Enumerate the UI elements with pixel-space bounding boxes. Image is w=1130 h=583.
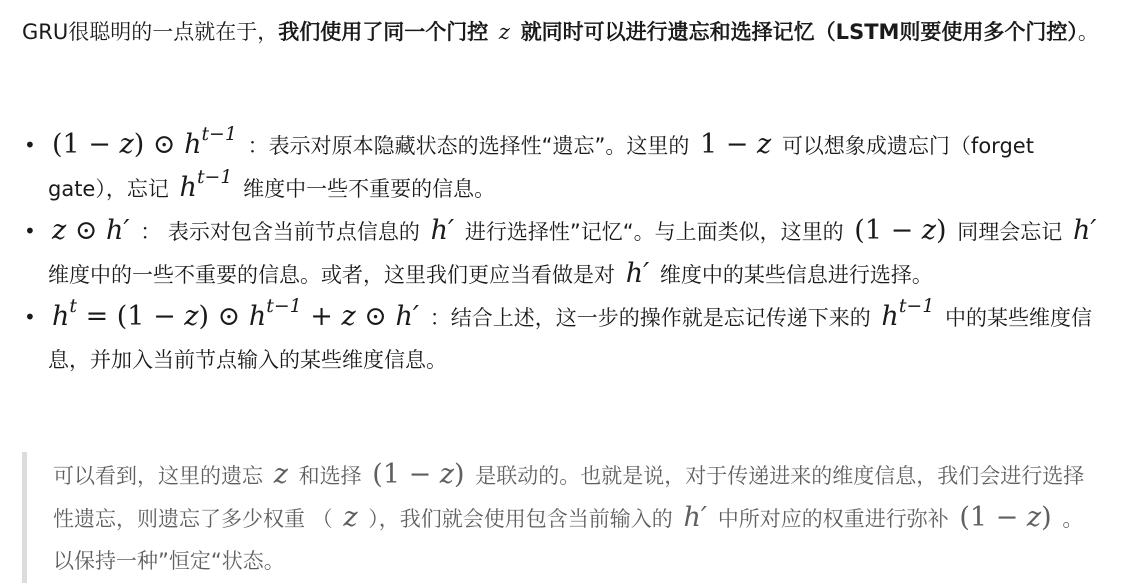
list-item: [22, 296, 1102, 381]
list-item: [22, 124, 1102, 210]
intro-end-punct: 。: [1077, 20, 1099, 44]
intro-plain-text: GRU很聪明的一点就在于，: [22, 20, 279, 44]
math-one-minus-z: 1 − z: [700, 129, 772, 160]
list-item: [22, 210, 1102, 296]
math-one-minus-z: (1 − z): [854, 215, 947, 246]
math-h-prime: h′: [683, 502, 708, 533]
math-h-prime: h′: [625, 258, 650, 289]
quote-text: 和选择: [298, 464, 362, 488]
quote-text: ），我们就会使用包含当前输入的: [368, 507, 673, 531]
bullet-text: 维度中一些不重要的信息。: [243, 177, 496, 201]
quote-text: 是联动的。也就是说，对于传递进来的维度信息，我们会进行选择性遗忘，则遗忘了多少权重 （: [53, 464, 1085, 531]
math-h-prev: $h^{t-1}$: [881, 294, 935, 332]
quote-text: 中所对应的权重进行弥补: [717, 507, 949, 531]
math-h-prev: $h^{t-1}$: [179, 165, 233, 203]
math-select-term: z ⊙ h′: [52, 215, 130, 246]
math-forget-term: (1 − z) ⊙ $h^{t-1}$: [52, 122, 237, 160]
bullet-text: 可以想象成遗忘门（forget gate），忘记: [48, 134, 1034, 201]
math-z: z: [343, 502, 358, 533]
math-one-minus-z: (1 − z): [959, 502, 1052, 533]
bullet-text: 维度中的一些不重要的信息。或者，这里我们更应当看做是对: [48, 263, 615, 287]
intro-bold-text-a: 我们使用了同一个门控: [278, 20, 489, 44]
intro-bold-text-b: 就同时可以进行遗忘和选择记忆（LSTM则要使用多个门控）: [520, 20, 1078, 44]
math-one-minus-z: (1 − z): [372, 459, 465, 490]
quote-text: 可以看到，这里的遗忘: [53, 464, 263, 488]
math-h-prime: h′: [430, 215, 455, 246]
bullet-text: 维度中的某些信息进行选择。: [659, 263, 933, 287]
math-h-prime: h′: [1072, 215, 1097, 246]
blockquote: [22, 452, 1102, 583]
bullet-text: ： 表示对包含当前节点信息的: [140, 220, 420, 244]
bullet-text: ：结合上述，这一步的操作就是忘记传递下来的: [429, 306, 871, 330]
intro-paragraph: [22, 12, 1112, 52]
formula-bullet-list: [22, 124, 1102, 381]
quote-text: 。以保持一种”恒定“状态。: [53, 507, 1084, 573]
math-update-equation: $h^t = (1 - z)$ ⊙ $h^{t-1} + z$ ⊙ h′: [52, 294, 420, 332]
bullet-text: ：表示对原本隐藏状态的选择性“遗忘”。这里的: [247, 134, 690, 158]
bullet-text: 中的某些维度信息，并加入当前节点输入的某些维度信息。: [48, 306, 1092, 372]
math-z: z: [498, 20, 510, 44]
bullet-text: 同理会忘记: [957, 220, 1063, 244]
bullet-text: 进行选择性”记忆“。与上面类似，这里的: [464, 220, 844, 244]
math-z: z: [273, 459, 288, 490]
